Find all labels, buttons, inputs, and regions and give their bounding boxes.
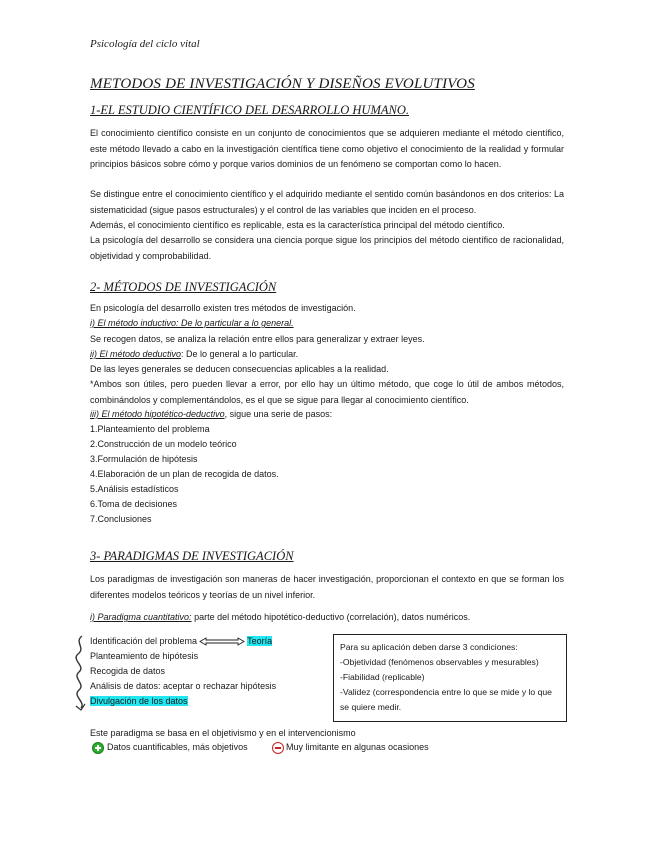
plus-icon	[92, 742, 104, 754]
method-deductive-desc: De las leyes generales se deducen consecuencias aplicables a la realidad.	[90, 364, 389, 374]
s2-intro: En psicología del desarrollo existen tres métodos de investigación.	[90, 303, 356, 313]
method-hypothetic-label: iii) El método hipotético-deductivo	[90, 409, 225, 419]
method-hypothetic-rest: , sigue una serie de pasos:	[224, 409, 333, 419]
method-inductive: i) El método inductivo: De lo particular a lo general.	[90, 318, 294, 328]
cycle-item-4: Análisis de datos: aceptar o rechazar hipótesis	[90, 681, 277, 691]
step-item: 7.Conclusiones	[90, 514, 152, 524]
section-1-heading: 1-EL ESTUDIO CIENTÍFICO DEL DESARROLLO HUMANO.	[90, 103, 409, 117]
cycle-item-5-label: Divulgación de los datos	[90, 696, 188, 706]
method-hypothetic	[90, 407, 332, 422]
pro-text: Datos cuantificables, más objetivos	[107, 742, 248, 752]
step-item: 6.Toma de decisiones	[90, 499, 178, 509]
cycle-item-1	[90, 634, 272, 649]
step-item: 1.Planteamiento del problema	[90, 424, 210, 434]
paradigm-base: Este paradigma se basa en el objetivismo y en el intervencionismo	[90, 728, 356, 738]
s1-paragraph-3: Además, el conocimiento científico es replicable, esta es la característica principal del método científico.	[90, 220, 505, 230]
cycle-arrow-icon	[72, 634, 88, 712]
condition-validity: -Validez (correspondencia entre lo que se mide y lo que se quiere medir.	[340, 687, 552, 712]
conditions-title: Para su aplicación deben darse 3 condiciones:	[340, 642, 518, 652]
step-item: 5.Análisis estadísticos	[90, 484, 179, 494]
step-item: 2.Construcción de un modelo teórico	[90, 439, 237, 449]
s1-paragraph-1: El conocimiento científico consiste en un conjunto de conocimientos que se adquieren mediante el método científico, este método llevado a cabo en la investigación científica tiene como objetivo el conocimiento de la realidad y formular principios básicos sobre cómo y porque varios dominios de un fenómeno se comportan como lo hacen.	[90, 128, 564, 169]
paradigm-quantitative-label: i) Paradigma cuantitativo:	[90, 612, 192, 622]
step-item: 4.Elaboración de un plan de recogida de datos.	[90, 469, 279, 479]
page-header: Psicología del ciclo vital	[90, 38, 200, 50]
method-deductive	[90, 347, 298, 362]
cycle-item-1-label: Identificación del problema	[90, 636, 198, 646]
double-arrow-icon	[199, 637, 245, 646]
cycle-item-2: Planteamiento de hipótesis	[90, 651, 199, 661]
condition-objectivity: -Objetividad (fenómenos observables y mesurables)	[340, 657, 539, 667]
cycle-item-3: Recogida de datos	[90, 666, 166, 676]
section-3-heading: 3- PARADIGMAS DE INVESTIGACIÓN	[90, 549, 294, 563]
method-deductive-label: ii) El método deductivo	[90, 349, 182, 359]
cycle-item-5	[90, 694, 188, 709]
s1-paragraph-4: La psicología del desarrollo se considera una ciencia porque sigue los principios del método científico de racionalidad, objetividad y comprobabilidad.	[90, 235, 564, 261]
page-title: METODOS DE INVESTIGACIÓN Y DISEÑOS EVOLUTIVOS	[90, 76, 475, 92]
minus-icon	[272, 742, 284, 754]
method-inductive-desc: Se recogen datos, se analiza la relación entre ellos para generalizar y extraer leyes.	[90, 334, 425, 344]
s1-paragraph-2: Se distingue entre el conocimiento científico y el adquirido mediante el sentido común basándonos en dos criterios: La sistematicidad (sigue pasos estructurales) y el control de las variables que inciden en el proceso.	[90, 189, 564, 215]
condition-reliability: -Fiabilidad (replicable)	[340, 672, 425, 682]
teoria-highlight: Teoría	[247, 636, 273, 646]
methods-note: *Ambos son útiles, pero pueden llevar a error, por ello hay un último método, que coge lo útil de ambos métodos, combinándolos y complementándolos, es el que se sigue para llegar al conocimiento científico.	[90, 379, 564, 405]
step-item: 3.Formulación de hipótesis	[90, 454, 198, 464]
s3-paragraph-1: Los paradigmas de investigación son maneras de hacer investigación, proporcionan el contexto en que se forman los diferentes modelos teóricos y teorías de un nivel inferior.	[90, 574, 564, 600]
method-deductive-rest: : De lo general a lo particular.	[181, 349, 299, 359]
conditions-box	[333, 634, 567, 722]
con-text: Muy limitante en algunas ocasiones	[286, 742, 429, 752]
section-2-heading: 2- MÉTODOS DE INVESTIGACIÓN	[90, 280, 277, 294]
paradigm-quantitative-rest: parte del método hipotético-deductivo (correlación), datos numéricos.	[191, 612, 471, 622]
paradigm-quantitative	[90, 610, 470, 625]
